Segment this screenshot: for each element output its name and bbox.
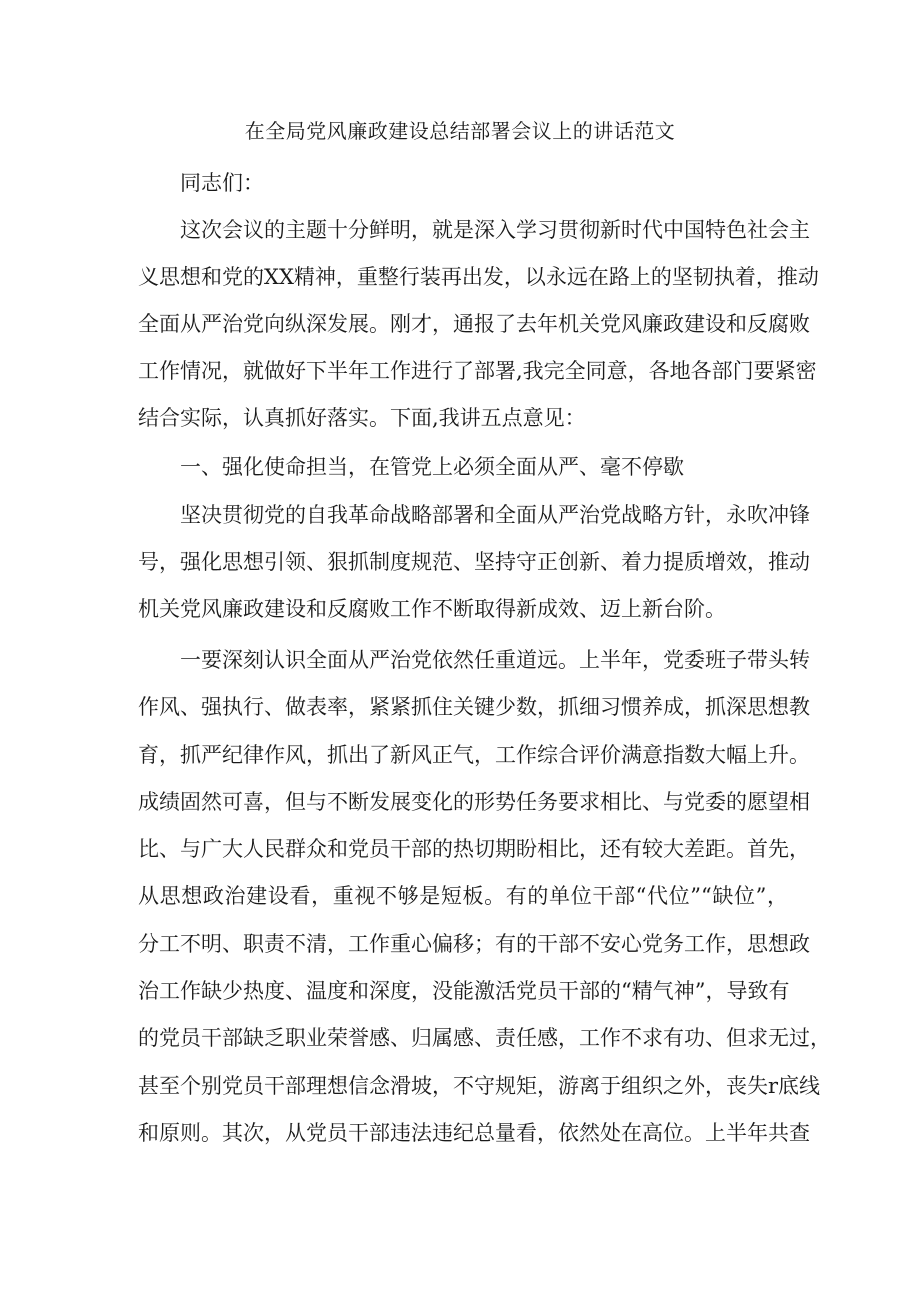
paragraph-line: 结合实际，认真抓好落实。下面,我讲五点意见：	[138, 406, 586, 430]
paragraph-line: 治工作缺少热度、温度和深度，没能激活党员干部的“精气神”，导致有	[138, 979, 790, 1003]
paragraph-line: 机关党风廉政建设和反腐败工作不断取得新成效、迈上新台阶。	[138, 597, 726, 621]
paragraph-line: 育，抓严纪律作风，抓出了新风正气，工作综合评价满意指数大幅上升。	[138, 743, 810, 767]
paragraph-line: 分工不明、职责不清，工作重心偏移；有的干部不安心党务工作，思想政	[138, 932, 810, 956]
paragraph-line: 这次会议的主题十分鲜明，就是深入学习贯彻新时代中国特色社会主	[180, 218, 810, 242]
paragraph-line: 义思想和党的XX精神，重整行装再出发，以永远在路上的坚韧执着，推动	[138, 265, 819, 289]
paragraph-line: 从思想政治建设看，重视不够是短板。有的单位干部“代位”“缺位”，	[138, 884, 788, 908]
paragraph-line: 全面从严治党向纵深发展。刚才，通报了去年机关党风廉政建设和反腐败	[138, 312, 810, 336]
paragraph-line: 和原则。其次，从党员干部违法违纪总量看，依然处在高位。上半年共查	[138, 1121, 810, 1145]
paragraph-line: 甚至个别党员干部理想信念滑坡，不守规矩，游离于组织之外，丧失r底线	[138, 1074, 821, 1098]
paragraph-line: 一要深刻认识全面从严治党依然任重道远。上半年，党委班子带头转	[180, 648, 810, 672]
paragraph-line: 坚决贯彻党的自我革命战略部署和全面从严治党战略方针，永吹冲锋	[180, 503, 810, 527]
section-heading: 一、强化使命担当，在管党上必须全面从严、毫不停歇	[180, 455, 684, 479]
paragraph-line: 成绩固然可喜，但与不断发展变化的形势任务要求相比、与党委的愿望相	[138, 790, 810, 814]
paragraph-line: 号，强化思想引领、狠抓制度规范、坚持守正创新、着力提质增效，推动	[138, 550, 810, 574]
paragraph-line: 工作情况，就做好下半年工作进行了部署,我完全同意，各地各部门要紧密	[138, 359, 817, 383]
salutation: 同志们：	[180, 171, 264, 195]
document-title: 在全局党风廉政建设总结部署会议上的讲话范文	[244, 119, 676, 143]
paragraph-line: 作风、强执行、做表率，紧紧抓住关键少数，抓细习惯养成，抓深思想教	[138, 695, 810, 719]
paragraph-line: 的党员干部缺乏职业荣誉感、归属感、责任感，工作不求有功、但求无过，	[138, 1026, 831, 1050]
paragraph-line: 比、与广大人民群众和党员干部的热切期盼相比，还有较大差距。首先，	[138, 837, 810, 861]
